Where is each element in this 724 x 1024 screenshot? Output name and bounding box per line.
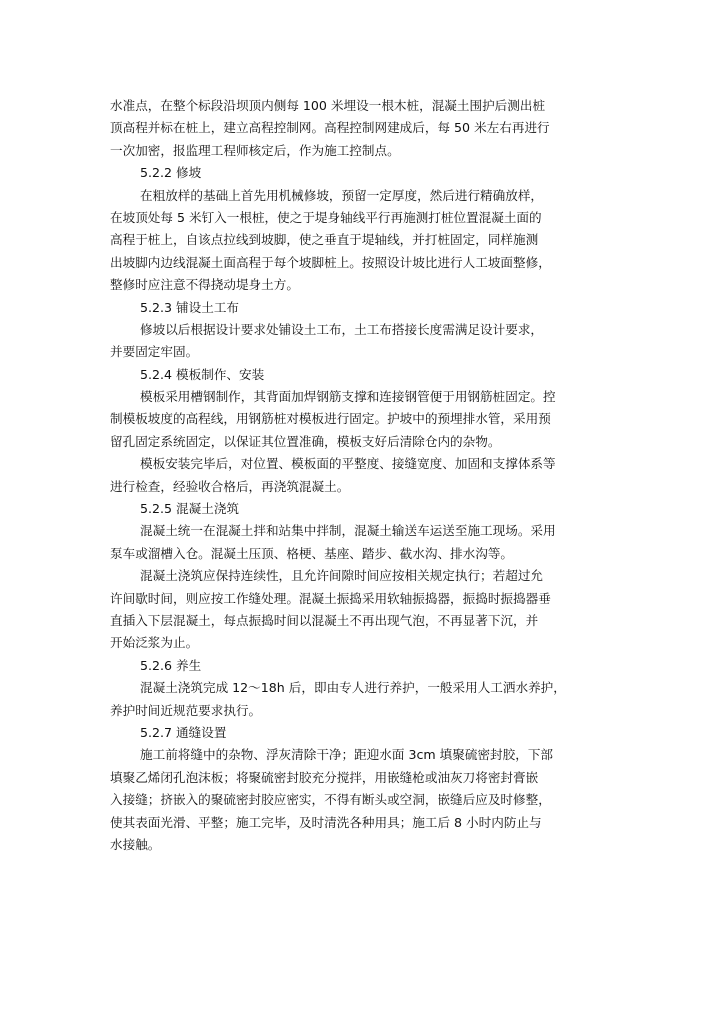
text-line: 养护时间近规范要求执行。 <box>110 702 262 718</box>
text-line: 5.2.3 铺设土工布 <box>140 299 240 315</box>
text-line: 使其表面光滑、平整；施工完毕，及时清洗各种用具；施工后 8 小时内防止与 <box>110 814 542 830</box>
text-line: 入接缝；挤嵌入的聚硫密封胶应密实，不得有断头或空洞，嵌缝后应及时修整， <box>110 792 551 808</box>
text-line: 填聚乙烯闭孔泡沫板；将聚硫密封胶充分搅拌，用嵌缝枪或油灰刀将密封膏嵌 <box>110 769 539 785</box>
text-line: 高程于桩上，自该点拉线到坡脚，使之垂直于堤轴线，并打桩固定，同样施测 <box>110 232 539 248</box>
text-line: 并要固定牢固。 <box>110 344 199 360</box>
text-line: 留孔固定系统固定，以保证其位置准确，模板支好后清除仓内的杂物。 <box>110 433 501 449</box>
text-line: 5.2.7 通缝设置 <box>140 724 227 740</box>
text-line: 泵车或溜槽入仓。混凝土压顶、格梗、基座、踏步、截水沟、排水沟等。 <box>110 545 513 561</box>
text-line: 5.2.5 混凝土浇筑 <box>140 501 240 517</box>
text-line: 5.2.6 养生 <box>140 657 202 673</box>
text-line: 混凝土浇筑完成 12～18h 后，即由专人进行养护，一般采用人工洒水养护， <box>140 680 566 696</box>
text-line: 开始泛浆为止。 <box>110 635 199 651</box>
text-line: 模板采用槽钢制作，其背面加焊钢筋支撑和连接钢管便于用钢筋桩固定。控 <box>140 389 556 405</box>
text-line: 修坡以后根据设计要求处铺设土工布，土工布搭接长度需满足设计要求， <box>140 321 543 337</box>
text-line: 水准点，在整个标段沿坝顶内侧每 100 米埋设一根木桩，混凝土围护后测出桩 <box>110 98 546 113</box>
text-line: 5.2.2 修坡 <box>140 165 202 181</box>
document-body <box>110 95 630 856</box>
text-line: 出坡脚内边线混凝土面高程于每个坡脚桩上。按照设计坡比进行人工坡面整修， <box>110 254 551 270</box>
text-line: 水接触。 <box>110 836 161 852</box>
text-line: 整修时应注意不得挠动堤身土方。 <box>110 277 299 293</box>
text-line: 顶高程并标在桩上，建立高程控制网。高程控制网建成后，每 50 米左右再进行 <box>110 120 550 136</box>
text-line: 模板安装完毕后，对位置、模板面的平整度、接缝宽度、加固和支撑体系等 <box>140 456 556 472</box>
text-line: 进行检查，经验收合格后，再浇筑混凝土。 <box>110 478 350 494</box>
text-line: 混凝土统一在混凝土拌和站集中拌制，混凝土输送车运送至施工现场。采用 <box>140 523 556 539</box>
text-line: 许间歇时间，则应按工作缝处理。混凝土振捣采用软轴振捣器，振捣时振捣器垂 <box>110 590 551 606</box>
text-line: 一次加密，报监理工程师核定后，作为施工控制点。 <box>110 142 400 158</box>
text-line: 施工前将缝中的杂物、浮灰清除干净；距迎水面 3cm 填聚硫密封胶，下部 <box>140 747 554 763</box>
text-line: 在粗放样的基础上首先用机械修坡，预留一定厚度，然后进行精确放样， <box>140 187 543 203</box>
text-line: 在坡顶处每 5 米钉入一根桩，使之于堤身轴线平行再施测打桩位置混凝土面的 <box>110 209 542 225</box>
text-line: 5.2.4 模板制作、安装 <box>140 366 265 382</box>
text-line: 直插入下层混凝土，每点振捣时间以混凝土不再出现气泡，不再显著下沉，并 <box>110 612 539 628</box>
text-line: 制模板坡度的高程线，用钢筋桩对模板进行固定。护坡中的预埋排水管，采用预 <box>110 411 551 427</box>
text-line: 混凝土浇筑应保持连续性，且允许间隙时间应按相关规定执行；若超过允 <box>140 568 543 584</box>
